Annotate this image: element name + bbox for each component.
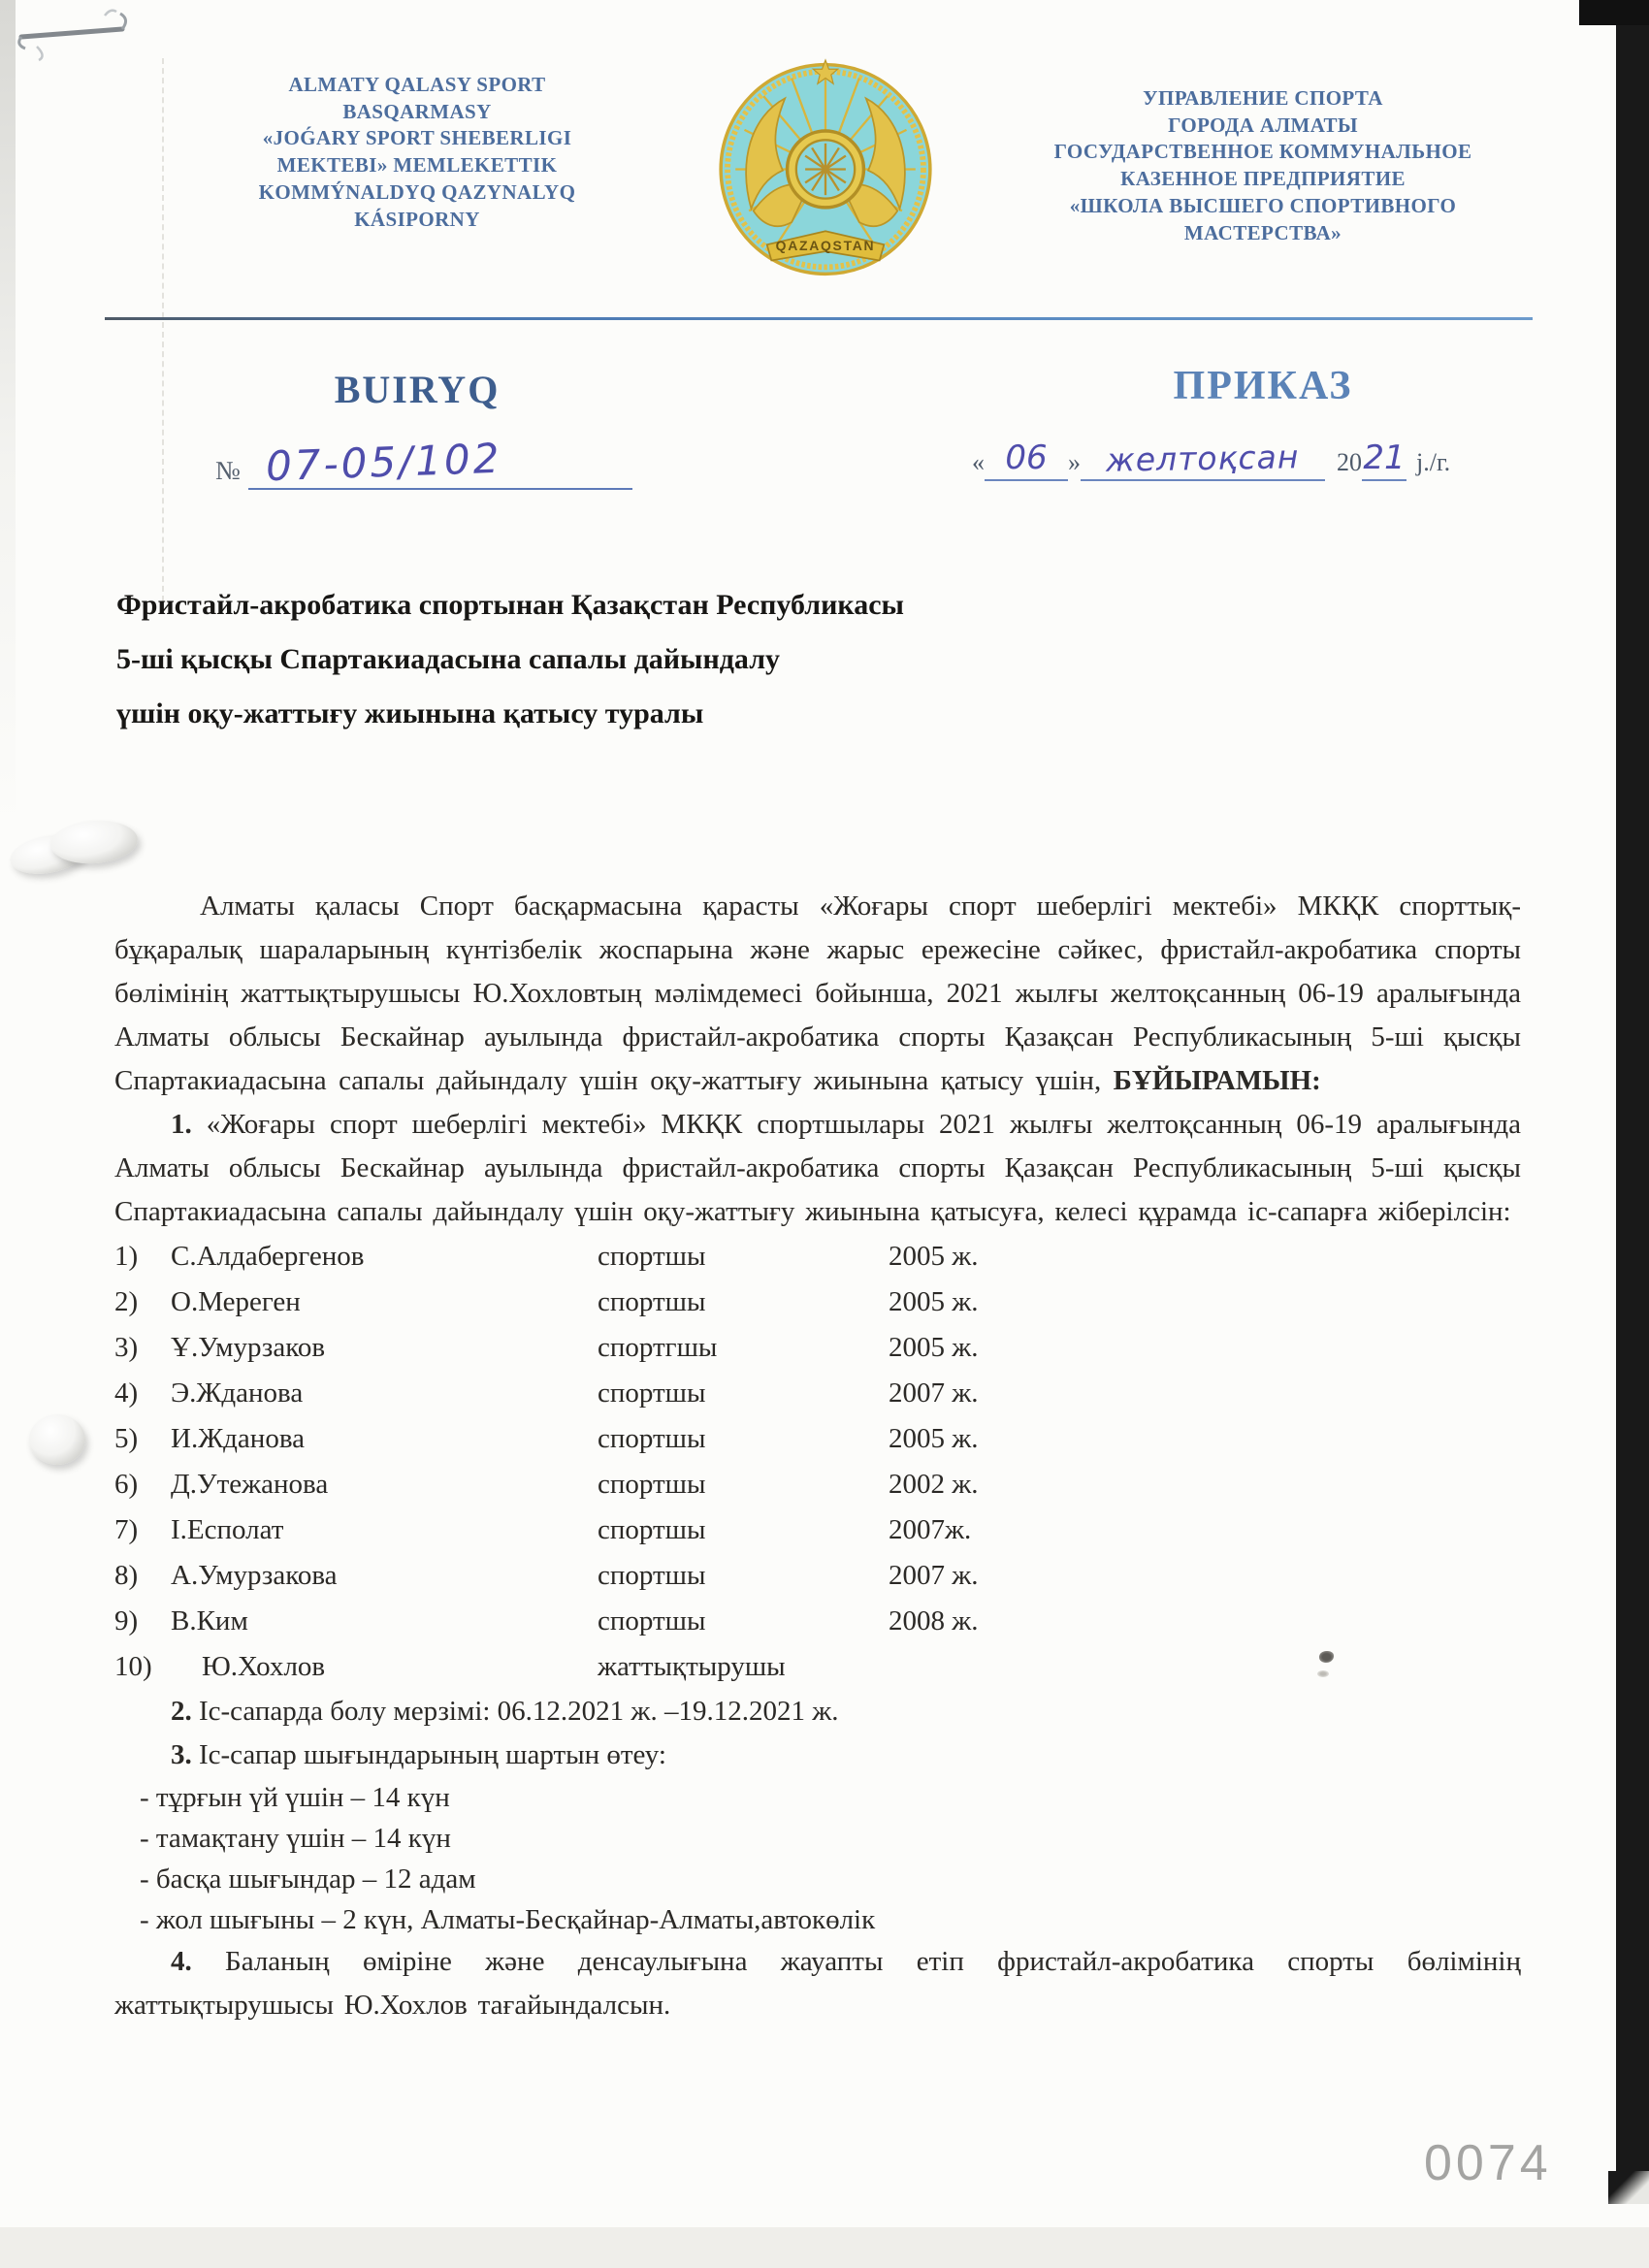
athlete-num: 3) (114, 1332, 139, 1363)
athlete-role: спортшы (598, 1514, 706, 1545)
letterhead-line: «ШКОЛА ВЫСШЕГО СПОРТИВНОГО (1069, 193, 1457, 217)
letterhead-line: ГОРОДА АЛМАТЫ (1168, 113, 1358, 137)
order-number-line (215, 434, 632, 491)
athlete-year: 2005 ж. (889, 1241, 979, 1272)
title-line: үшін оқу-жаттығу жиынына қатысу туралы (116, 697, 704, 729)
athlete-row (114, 1462, 1521, 1507)
item-number: 4. (171, 1946, 192, 1977)
letterhead-line: ALMATY QALASY SPORT (288, 73, 546, 96)
expense-item: - басқа шығындар – 12 адам (140, 1863, 476, 1895)
scan-edge-strip-fade (1608, 2171, 1649, 2204)
letterhead-divider (105, 317, 1533, 320)
athlete-role: спортшы (598, 1605, 706, 1636)
title-line: Фристайл-акробатика спортынан Қазақстан Республикасы (116, 589, 904, 621)
expense-item: - тамақтану үшін – 14 күн (140, 1823, 451, 1854)
athlete-list (114, 1234, 1521, 1690)
letterhead-line: МАСТЕРСТВА» (1183, 220, 1342, 244)
athlete-name: Ұ.Умурзаков (171, 1332, 326, 1363)
athlete-name: Ю.Хохлов (202, 1651, 326, 1682)
scan-edge-shade (0, 0, 16, 834)
order-item-4 (114, 1940, 1521, 2027)
number-sign: № (215, 456, 241, 485)
athlete-year: 2008 ж. (889, 1605, 979, 1636)
i-order-word: БҰЙЫРАМЫН: (1113, 1065, 1321, 1096)
athlete-name: І.Есполат (171, 1514, 284, 1545)
preamble-paragraph (114, 885, 1521, 1103)
athlete-role: спортшы (598, 1241, 706, 1272)
order-item-3 (114, 1733, 1521, 1777)
emblem-banner-text: QAZAQSTAN (775, 238, 876, 253)
date-year-handwriting: 21 (1363, 438, 1406, 477)
date-day-underline (985, 438, 1068, 481)
athlete-name: В.Ким (171, 1605, 248, 1636)
athlete-num: 7) (114, 1514, 139, 1545)
date-suffix: j./г. (1416, 448, 1451, 476)
athlete-row (114, 1371, 1521, 1416)
athlete-year: 2005 ж. (889, 1423, 979, 1454)
letterhead-line: MEKTEBI» MEMLEKETTIK (276, 153, 558, 178)
item-number: 2. (171, 1696, 192, 1727)
order-word-russian: ПРИКАЗ (1173, 364, 1353, 408)
order-number-handwriting: 07-05/102 (264, 434, 502, 491)
athlete-name: А.Умурзакова (171, 1560, 338, 1591)
athlete-year: 2007 ж. (889, 1560, 979, 1591)
athlete-num: 10) (114, 1651, 152, 1682)
scan-bottom-edge (0, 2227, 1649, 2268)
scan-hole-blob (29, 1414, 85, 1465)
athlete-row (114, 1416, 1521, 1462)
date-day-handwriting: 06 (1005, 438, 1048, 477)
letterhead-line: «JOǴARY SPORT SHEBERLIGI (262, 126, 572, 150)
letterhead-kazakh (163, 72, 671, 233)
number-underline (248, 434, 632, 491)
expense-item: - тұрғын үй үшін – 14 күн (140, 1782, 450, 1813)
staple-artifact (8, 4, 144, 62)
athlete-year: 2007 ж. (889, 1377, 979, 1409)
athlete-year: 2005 ж. (889, 1286, 979, 1317)
athlete-num: 2) (114, 1286, 139, 1317)
athlete-num: 5) (114, 1423, 139, 1454)
athlete-name: Э.Жданова (171, 1377, 304, 1409)
scan-edge-strip (1616, 0, 1649, 2194)
expense-list (114, 1777, 1521, 1940)
athlete-role: жаттықтырушы (598, 1651, 786, 1682)
athlete-role: спортшы (598, 1286, 706, 1317)
athlete-year: 2005 ж. (889, 1332, 979, 1363)
athlete-num: 8) (114, 1560, 139, 1591)
athlete-row (114, 1280, 1521, 1325)
letterhead-russian (953, 85, 1573, 246)
expense-item: - жол шығыны – 2 күн, Алматы-Бесқайнар-Алматы,автокөлік (140, 1904, 876, 1935)
order-item-1 (114, 1103, 1521, 1234)
athlete-row (114, 1234, 1521, 1280)
athlete-row (114, 1644, 1521, 1690)
preamble-text: Алматы қаласы Спорт басқармасына қарасты «Жоғары спорт шеберлігі мектебі» МКҚК спорттық-бұқаралық шараларының күнтізбелік жоспарына және жарыс ережесіне сәйкес, фристайл-акробатика спорты бөлімінің жаттықтырушысы Ю.Хохловтың мәлімдемесі бойынша, 2021 жылғы желтоқсанның 06-19 аралығында Алматы облысы Бескайнар ауылында фристайл-акробатика спорты Қазақсан Республикасының 5-ші қысқы Спартакиадасына сапалы дайындалу үшін оқу-жаттығу жиынына қатысу үшін, (114, 891, 1521, 1096)
item-number: 3. (171, 1739, 192, 1770)
item-text: «Жоғары спорт шеберлігі мектебі» МКҚК спортшылары 2021 жылғы желтоқсанның 06-19 аралығында Алматы облысы Бескайнар ауылында фристайл-акробатика спорты Қазақсан Республикасының 5-ші қысқы Спартакиадасына сапалы дайындалу үшін оқу-жаттығу жиынына қатысуға, келесі құрамда іс-сапарға жіберілсін: (114, 1109, 1521, 1227)
athlete-row (114, 1507, 1521, 1553)
order-item-2 (114, 1690, 1521, 1733)
item-text: Іс-сапарда болу мерзімі: 06.12.2021 ж. –19.12.2021 ж. (191, 1696, 839, 1727)
letterhead-line: КАЗЕННОЕ ПРЕДПРИЯТИЕ (1120, 167, 1406, 191)
page-number-stamp: 0074 (1424, 2135, 1552, 2191)
athlete-year (889, 1644, 1521, 1690)
athlete-row (114, 1553, 1521, 1599)
quote-close: » (1068, 448, 1081, 476)
athlete-role: спортшы (598, 1377, 706, 1409)
order-body (114, 885, 1521, 2027)
date-month-handwriting: желтоқсан (1105, 437, 1301, 479)
item-text: Іс-сапар шығындарының шартын өтеу: (191, 1739, 666, 1770)
athlete-name: И.Жданова (171, 1423, 306, 1454)
date-year-underline (1362, 438, 1406, 481)
order-date-line (972, 438, 1450, 481)
scan-edge-strip-top (1579, 0, 1649, 25)
athlete-year: 2007ж. (889, 1514, 972, 1545)
letterhead-line: KOMMÝNALDYQ QAZYNALYQ (258, 179, 576, 204)
athlete-name: Д.Утежанова (171, 1469, 329, 1500)
quote-open: « (972, 448, 985, 476)
athlete-role: спортгшы (598, 1332, 718, 1363)
athlete-num: 4) (114, 1377, 139, 1409)
document-title (116, 578, 1329, 741)
athlete-role: спортшы (598, 1423, 706, 1454)
letterhead-line: BASQARMASY (342, 99, 492, 123)
athlete-name: О.Мереген (171, 1286, 301, 1317)
item-text: Баланың өміріне және денсаулығына жауапты етіп фристайл-акробатика спорты бөлімінің жаттықтырушысы Ю.Хохлов тағайындалсын. (114, 1946, 1521, 2021)
athlete-row (114, 1325, 1521, 1371)
athlete-num: 6) (114, 1469, 139, 1500)
athlete-role: спортшы (598, 1469, 706, 1500)
kazakhstan-emblem (713, 49, 938, 283)
athlete-num: 9) (114, 1605, 139, 1636)
date-year-prefix: 20 (1337, 448, 1362, 476)
order-word-kazakh: BUIRYQ (334, 368, 501, 411)
letterhead-line: KÁSIPORNY (354, 207, 480, 231)
athlete-role: спортшы (598, 1560, 706, 1591)
date-month-underline (1081, 439, 1325, 481)
title-line: 5-ші қысқы Спартакиадасына сапалы дайындалу (116, 643, 781, 675)
item-number: 1. (171, 1109, 192, 1140)
athlete-name: С.Алдабергенов (171, 1241, 365, 1272)
athlete-year: 2002 ж. (889, 1469, 979, 1500)
letterhead-line: УПРАВЛЕНИЕ СПОРТА (1143, 86, 1383, 110)
athlete-num: 1) (114, 1241, 139, 1272)
letterhead-line: ГОСУДАРСТВЕННОЕ КОММУНАЛЬНОЕ (1053, 140, 1472, 164)
athlete-row (114, 1599, 1521, 1644)
